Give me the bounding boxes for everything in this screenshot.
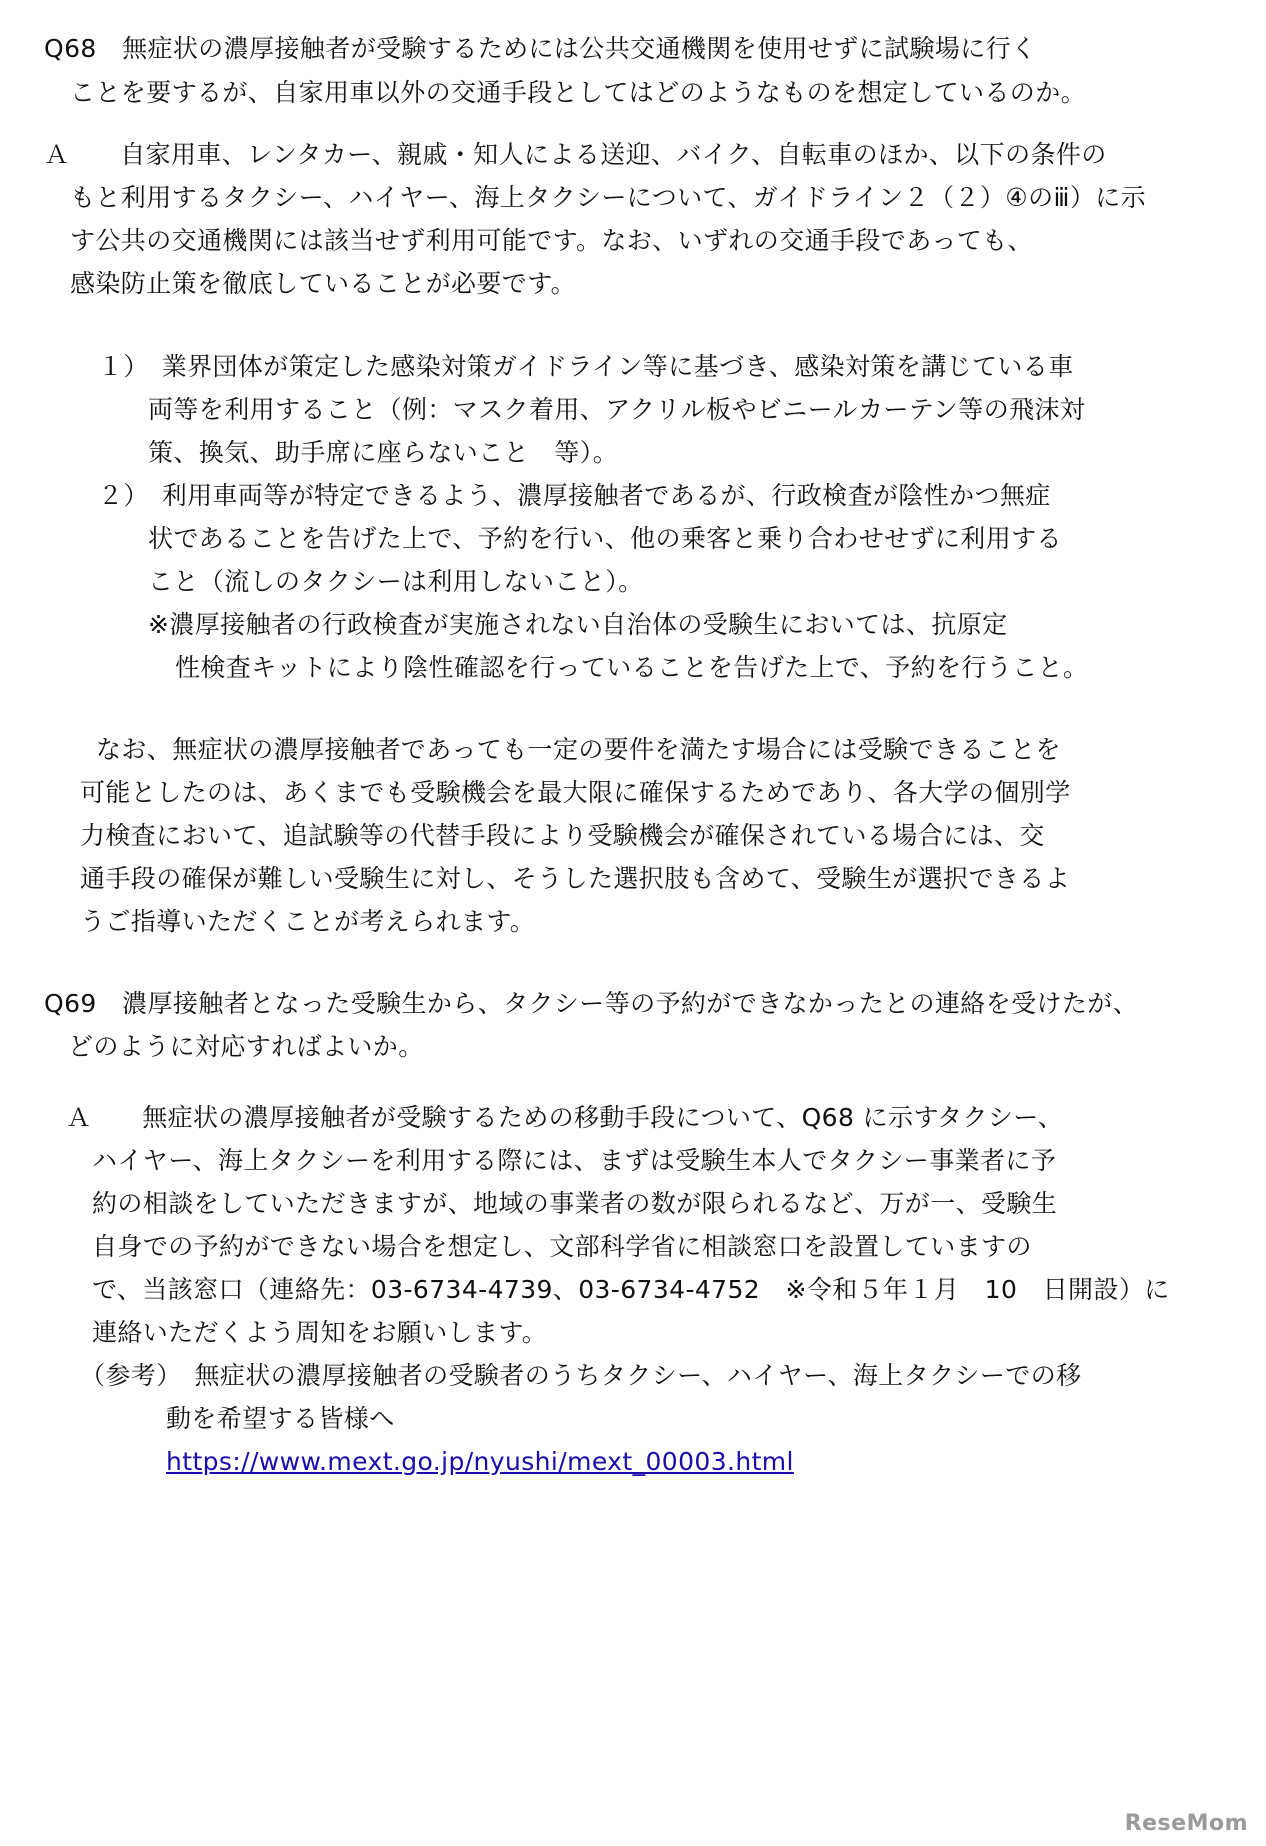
q68-note-line-1: なお、無症状の濃厚接触者であっても一定の要件を満たす場合には受験できることを xyxy=(96,735,1061,764)
q68-question-line-2: ことを要するが、自家用車以外の交通手段としてはどのようなものを想定しているのか。 xyxy=(70,78,1087,107)
q69-answer-line-4: 自身での予約ができない場合を想定し、文部科学省に相談窓口を設置していますの xyxy=(92,1232,1032,1261)
q69-question-line-1: Q69 濃厚接触者となった受験生から、タクシー等の予約ができなかったとの連絡を受けたが、 xyxy=(44,989,1139,1018)
condition-2-line-1: ２） 利用車両等が特定できるよう、濃厚接触者であるが、行政検査が陰性かつ無症 xyxy=(98,481,1051,510)
condition-note-line-1: ※濃厚接触者の行政検査が実施されない自治体の受験生においては、抗原定 xyxy=(148,610,1008,639)
q68-note-line-2: 可能としたのは、あくまでも受験機会を最大限に確保するためであり、各大学の個別学 xyxy=(80,778,1071,807)
q69-answer-line-6: 連絡いただくよう周知をお願いします。 xyxy=(92,1318,548,1347)
q68-question-line-1: Q68 無症状の濃厚接触者が受験するためには公共交通機関を使用せずに試験場に行く xyxy=(44,34,1037,63)
condition-1-line-1: １） 業界団体が策定した感染対策ガイドライン等に基づき、感染対策を講じている車 xyxy=(98,352,1074,381)
q68-note-line-3: 力検査において、追試験等の代替手段により受験機会が確保されている場合には、交 xyxy=(80,821,1045,850)
condition-note-line-2: 性検査キットにより陰性確認を行っていることを告げた上で、予約を行うこと。 xyxy=(175,653,1089,682)
reference-line-2: 動を希望する皆様へ xyxy=(166,1404,395,1433)
q68-answer-line-2: もと利用するタクシー、ハイヤー、海上タクシーについて、ガイドライン２（２）④のⅲ）に示 xyxy=(70,183,1147,212)
q68-answer-line-4: 感染防止策を徹底していることが必要です。 xyxy=(70,269,577,298)
resemom-watermark: ReseMom xyxy=(1124,1811,1248,1836)
q68-answer-line-3: す公共の交通機関には該当せず利用可能です。なお、いずれの交通手段であっても、 xyxy=(70,226,1033,255)
condition-2-line-2: 状であることを告げた上で、予約を行い、他の乗客と乗り合わせせずに利用する xyxy=(148,524,1062,553)
condition-1-line-2: 両等を利用すること（例：マスク着用、アクリル板やビニールカーテン等の飛沫対 xyxy=(148,395,1086,424)
q68-answer-line-1: Ａ 自家用車、レンタカー、親戚・知人による送迎、バイク、自転車のほか、以下の条件の xyxy=(44,140,1107,169)
condition-1-line-3: 策、換気、助手席に座らないこと 等）。 xyxy=(148,438,619,467)
q69-question-line-2: どのように対応すればよいか。 xyxy=(68,1032,424,1061)
q68-note-line-5: うご指導いただくことが考えられます。 xyxy=(80,907,536,936)
q69-answer-line-1: Ａ 無症状の濃厚接触者が受験するための移動手段について、Q68 に示すタクシー、 xyxy=(66,1103,1064,1132)
q68-note-line-4: 通手段の確保が難しい受験生に対し、そうした選択肢も含めて、受験生が選択できるよ xyxy=(80,864,1071,893)
q69-answer-line-3: 約の相談をしていただきますが、地域の事業者の数が限られるなど、万が一、受験生 xyxy=(92,1189,1058,1218)
mext-reference-link[interactable]: https://www.mext.go.jp/nyushi/mext_00003.html xyxy=(166,1447,794,1476)
condition-2-line-3: こと（流しのタクシーは利用しないこと）。 xyxy=(148,567,644,596)
reference-line-1: （参考） 無症状の濃厚接触者の受験者のうちタクシー、ハイヤー、海上タクシーでの移 xyxy=(80,1361,1082,1390)
q69-answer-line-2: ハイヤー、海上タクシーを利用する際には、まずは受験生本人でタクシー事業者に予 xyxy=(92,1146,1057,1175)
q69-answer-line-5: で、当該窓口（連絡先：03-6734-4739、03-6734-4752 ※令和５年１月 10 日開設）に xyxy=(92,1275,1170,1304)
